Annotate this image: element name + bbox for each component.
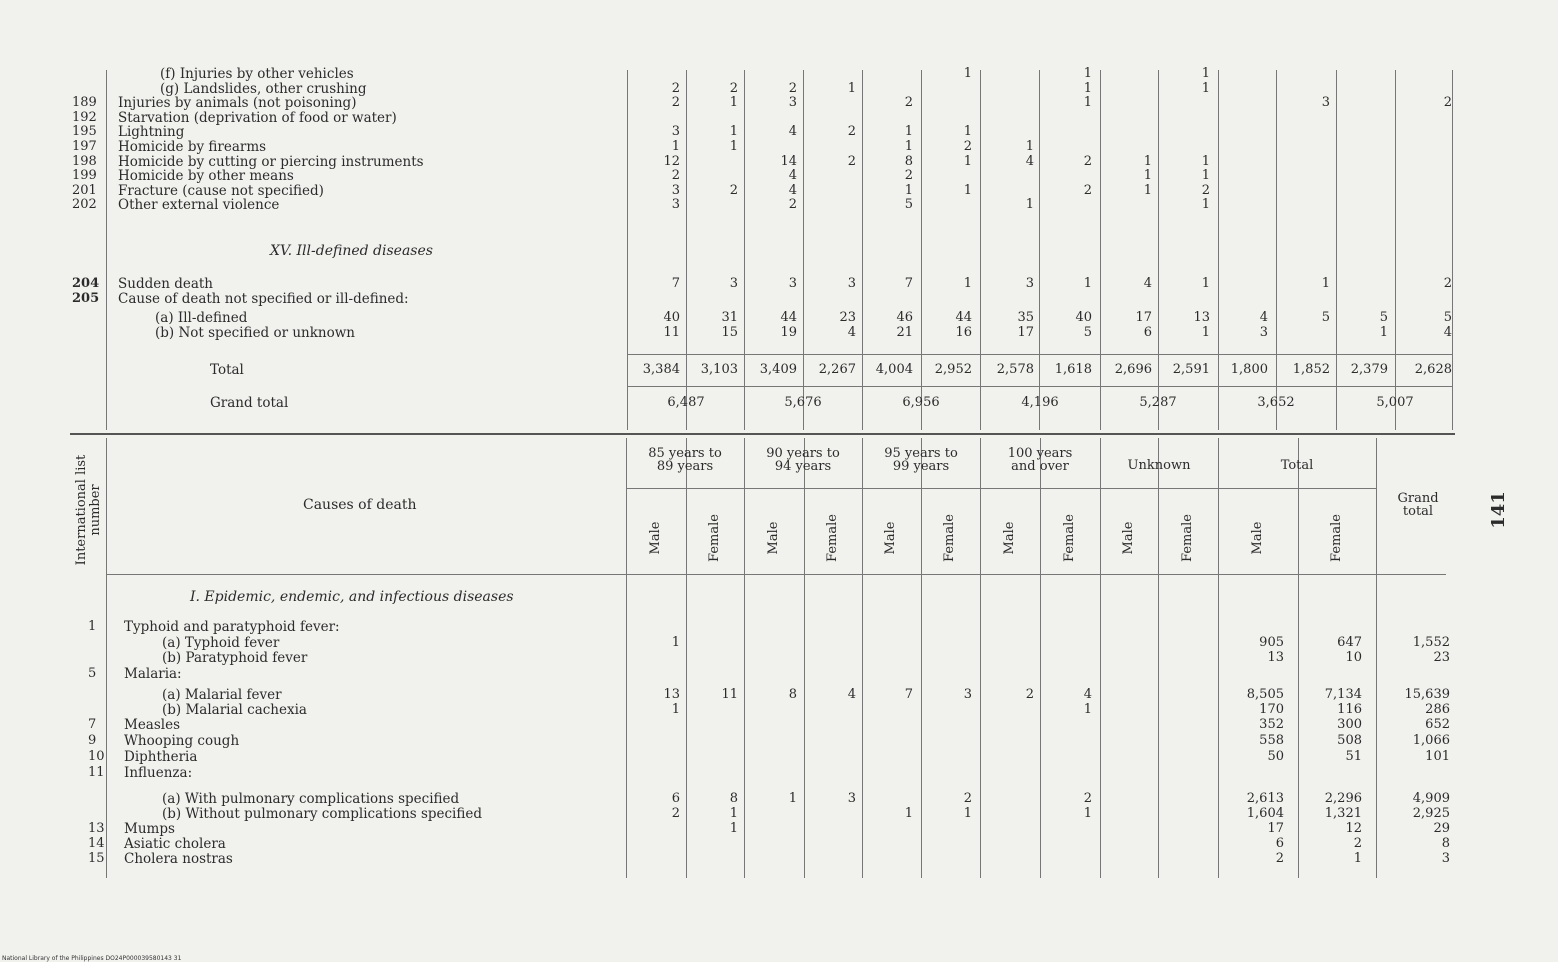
cell-value: 1 <box>1321 276 1330 291</box>
cell-value: 4 <box>1025 153 1034 169</box>
cell-value: 8,505 <box>1246 687 1284 702</box>
grand-total-value: 3,652 <box>1257 395 1295 410</box>
row-label: (g) Landslides, other crushing <box>160 80 367 97</box>
row-label: (b) Without pulmonary complications specified <box>162 806 483 822</box>
cell-value: 1 <box>1143 153 1152 169</box>
column-rule <box>980 70 981 430</box>
cell-value: 170 <box>1259 702 1284 717</box>
cell-value: 44 <box>955 310 972 325</box>
cell-value: 8 <box>788 687 797 702</box>
cell-value: 1 <box>671 139 680 154</box>
grand-total-label: Grand total <box>210 395 289 411</box>
row-number: 197 <box>72 139 97 154</box>
row-number: 15 <box>88 851 105 866</box>
cell-value: 4,909 <box>1412 791 1450 806</box>
cell-value: 2 <box>1083 791 1092 806</box>
cell-value: 1 <box>1025 139 1034 154</box>
sex-header: Female <box>1062 514 1077 562</box>
column-rule <box>1276 70 1277 430</box>
cell-value: 1,066 <box>1412 733 1450 748</box>
row-label: Lightning <box>118 124 185 141</box>
cell-value: 508 <box>1337 733 1362 748</box>
row-label: Fracture (cause not specified) <box>118 182 324 199</box>
cell-value: 2 <box>1443 276 1452 291</box>
header-bottom-rule <box>106 574 1446 575</box>
cell-value: 2,613 <box>1246 791 1284 806</box>
total-value: 2,591 <box>1172 362 1210 377</box>
total-value: 2,628 <box>1414 362 1452 377</box>
cell-value: 1 <box>1143 168 1152 184</box>
cell-value: 1 <box>1083 806 1092 821</box>
row-label: Starvation (deprivation of food or water) <box>118 109 397 126</box>
row-label: Typhoid and paratyphoid fever: <box>124 619 340 635</box>
cell-value: 5 <box>1321 310 1330 325</box>
row-label: (a) Typhoid fever <box>162 635 280 651</box>
grand-total-value: 4,196 <box>1021 395 1059 410</box>
row-label: Influenza: <box>124 765 193 781</box>
cell-value: 7 <box>904 276 913 291</box>
grand-total-header: Grand total <box>1397 491 1439 519</box>
total-value: 2,379 <box>1350 362 1388 377</box>
cell-value: 1 <box>1025 197 1034 213</box>
cell-value: 17 <box>1135 310 1152 325</box>
cell-value: 13 <box>1193 310 1210 325</box>
row-label: (f) Injuries by other vehicles <box>160 66 354 82</box>
cell-value: 6 <box>1143 325 1152 340</box>
cell-value: 652 <box>1425 717 1450 732</box>
cell-value: 1 <box>729 95 738 111</box>
cell-value: 1 <box>1379 325 1388 340</box>
total-value: 2,696 <box>1114 362 1152 377</box>
row-number: 11 <box>88 765 105 780</box>
cell-value: 2 <box>729 80 738 96</box>
row-label: (a) Malarial fever <box>162 687 282 703</box>
sex-header: Female <box>1180 514 1195 562</box>
cell-value: 8 <box>904 153 913 169</box>
column-rule <box>1218 438 1219 878</box>
row-number: 13 <box>88 821 105 836</box>
cell-value: 905 <box>1259 635 1284 650</box>
cell-value: 2 <box>729 182 738 198</box>
cell-value: 3 <box>671 124 680 140</box>
sex-header: Female <box>825 514 840 562</box>
sex-header: Male <box>766 521 781 555</box>
cell-value: 2 <box>963 139 972 154</box>
cell-value: 1 <box>1201 168 1210 184</box>
cell-value: 2 <box>1025 687 1034 702</box>
cell-value: 1 <box>1083 702 1092 717</box>
group-rule <box>626 488 1376 489</box>
cell-value: 1 <box>963 66 972 81</box>
cell-value: 2 <box>1083 182 1092 198</box>
cell-value: 1 <box>729 139 738 154</box>
row-label: (a) Ill-defined <box>155 310 248 326</box>
column-rule <box>1376 438 1377 878</box>
column-rule <box>626 438 627 878</box>
grand-total-value: 6,487 <box>667 395 705 410</box>
cell-value: 3 <box>963 687 972 702</box>
sex-header: Female <box>707 514 722 562</box>
row-label: Malaria: <box>124 666 182 682</box>
cell-value: 2 <box>788 80 797 96</box>
cell-value: 6 <box>671 791 680 806</box>
cell-value: 1 <box>671 702 680 717</box>
sex-header: Male <box>648 521 663 555</box>
row-number: 199 <box>72 168 97 184</box>
row-label: (b) Not specified or unknown <box>155 325 356 341</box>
total-value: 2,952 <box>934 362 972 377</box>
row-label: (a) With pulmonary complications specified <box>162 791 460 807</box>
cell-value: 3 <box>847 791 856 806</box>
cell-value: 12 <box>1345 821 1362 836</box>
cell-value: 1 <box>1201 153 1210 169</box>
cell-value: 1 <box>729 806 738 821</box>
row-label: Asiatic cholera <box>124 836 226 852</box>
row-number: 205 <box>72 291 100 306</box>
cell-value: 352 <box>1259 717 1284 732</box>
cell-value: 17 <box>1017 325 1034 340</box>
cell-value: 1 <box>847 80 856 96</box>
sex-header: Male <box>1002 521 1017 555</box>
cell-value: 40 <box>663 310 680 325</box>
cell-value: 1 <box>1201 325 1210 340</box>
cell-value: 2 <box>788 197 797 213</box>
row-label: Measles <box>124 717 181 733</box>
grand-total-value: 5,676 <box>784 395 822 410</box>
cell-value: 3 <box>729 276 738 291</box>
row-number: 7 <box>88 717 97 732</box>
cell-value: 50 <box>1267 749 1284 764</box>
cell-value: 2 <box>1443 95 1452 111</box>
row-label: Whooping cough <box>124 733 240 749</box>
cell-value: 4 <box>788 124 797 140</box>
cell-value: 3 <box>671 182 680 198</box>
total-value: 3,384 <box>642 362 680 377</box>
cell-value: 29 <box>1433 821 1450 836</box>
cell-value: 1,552 <box>1412 635 1450 650</box>
cell-value: 2,296 <box>1324 791 1362 806</box>
cell-value: 11 <box>721 687 738 702</box>
row-label: Homicide by firearms <box>118 139 267 155</box>
cell-value: 1 <box>963 124 972 140</box>
cell-value: 101 <box>1425 749 1450 764</box>
row-number: 10 <box>88 749 105 764</box>
row-label: (b) Paratyphoid fever <box>162 650 308 666</box>
total-value: 3,409 <box>759 362 797 377</box>
cell-value: 3 <box>1025 276 1034 291</box>
footer-caption: National Library of the Philippines DO24P000039580143 31 <box>2 955 182 962</box>
total-label: Total <box>210 362 244 378</box>
cell-value: 3 <box>788 276 797 291</box>
cell-value: 8 <box>729 791 738 806</box>
cell-value: 2 <box>1201 182 1210 198</box>
cell-value: 1,604 <box>1246 806 1284 821</box>
cell-value: 1 <box>1143 182 1152 198</box>
row-label: Injuries by animals (not poisoning) <box>118 95 357 112</box>
cell-value: 1 <box>1083 66 1092 81</box>
total-value: 2,267 <box>818 362 856 377</box>
section-heading: I. Epidemic, endemic, and infectious diseases <box>190 589 514 605</box>
cell-value: 2 <box>904 95 913 111</box>
sex-header: Female <box>942 514 957 562</box>
age-group-header: 95 years to 99 years <box>884 446 958 474</box>
cell-value: 1 <box>904 806 913 821</box>
column-rule <box>804 438 805 878</box>
cell-value: 1 <box>1083 80 1092 96</box>
label-column-rule <box>106 70 107 430</box>
cell-value: 3 <box>847 276 856 291</box>
cell-value: 15,639 <box>1404 687 1450 702</box>
row-label: Cause of death not specified or ill-defined: <box>118 291 409 307</box>
cell-value: 1 <box>788 791 797 806</box>
cell-value: 6 <box>1275 836 1284 851</box>
cell-value: 46 <box>896 310 913 325</box>
cell-value: 14 <box>780 153 797 169</box>
cell-value: 3 <box>1259 325 1268 340</box>
cell-value: 5 <box>1443 310 1452 325</box>
grand-total-value: 6,956 <box>902 395 940 410</box>
cell-value: 35 <box>1017 310 1034 325</box>
cell-value: 2 <box>671 806 680 821</box>
cell-value: 13 <box>663 687 680 702</box>
cell-value: 3 <box>671 197 680 213</box>
row-number: 14 <box>88 836 105 851</box>
cell-value: 1 <box>729 821 738 836</box>
cell-value: 4 <box>1443 325 1452 340</box>
total-rule-bottom <box>627 386 1453 387</box>
cell-value: 31 <box>721 310 738 325</box>
column-rule <box>980 438 981 878</box>
total-value: 4,004 <box>875 362 913 377</box>
row-number: 202 <box>72 197 97 213</box>
cell-value: 15 <box>721 325 738 340</box>
cell-value: 4 <box>788 182 797 198</box>
age-group-header: Unknown <box>1127 458 1191 473</box>
total-rule <box>627 354 1453 355</box>
cell-value: 5 <box>1379 310 1388 325</box>
column-rule <box>1298 438 1299 878</box>
row-label: Diphtheria <box>124 749 198 765</box>
column-rule <box>686 438 687 878</box>
cell-value: 23 <box>1433 650 1450 665</box>
cell-value: 2 <box>904 168 913 184</box>
row-number: 204 <box>72 276 100 291</box>
cell-value: 4 <box>1083 687 1092 702</box>
cell-value: 4 <box>788 168 797 184</box>
cell-value: 2 <box>963 791 972 806</box>
cell-value: 2 <box>1353 836 1362 851</box>
cell-value: 12 <box>663 153 680 169</box>
cell-value: 1 <box>963 153 972 169</box>
cell-value: 1 <box>729 124 738 140</box>
cell-value: 4 <box>847 687 856 702</box>
cell-value: 1 <box>963 806 972 821</box>
cell-value: 3 <box>1321 95 1330 111</box>
cell-value: 2 <box>671 80 680 96</box>
row-number: 195 <box>72 124 97 140</box>
cell-value: 16 <box>955 325 972 340</box>
total-value: 1,852 <box>1292 362 1330 377</box>
row-number: 198 <box>72 153 97 169</box>
cell-value: 558 <box>1259 733 1284 748</box>
row-label: (b) Malarial cachexia <box>162 702 307 718</box>
age-group-header: 90 years to 94 years <box>766 446 840 474</box>
column-rule <box>1395 70 1396 430</box>
cell-value: 2,925 <box>1412 806 1450 821</box>
column-rule <box>1040 438 1041 878</box>
cell-value: 3 <box>788 95 797 111</box>
sex-header: Male <box>883 521 898 555</box>
cell-value: 7 <box>671 276 680 291</box>
age-group-header: 85 years to 89 years <box>648 446 722 474</box>
cell-value: 4 <box>847 325 856 340</box>
cell-value: 647 <box>1337 635 1362 650</box>
row-number: 189 <box>72 95 97 111</box>
row-label: Mumps <box>124 821 175 837</box>
cell-value: 300 <box>1337 717 1362 732</box>
cell-value: 11 <box>663 325 680 340</box>
cell-value: 40 <box>1075 310 1092 325</box>
cell-value: 1 <box>1201 66 1210 81</box>
cell-value: 13 <box>1267 650 1284 665</box>
causes-header: Causes of death <box>303 497 417 513</box>
cell-value: 2 <box>847 153 856 169</box>
row-label: Cholera nostras <box>124 851 233 867</box>
age-group-header: Total <box>1280 458 1314 473</box>
cell-value: 1 <box>904 139 913 154</box>
total-value: 2,578 <box>996 362 1034 377</box>
cell-value: 1 <box>963 276 972 291</box>
age-group-header: 100 years and over <box>1007 446 1073 474</box>
cell-value: 1 <box>904 124 913 140</box>
page-number: 141 <box>1488 491 1509 529</box>
cell-value: 1 <box>1201 276 1210 291</box>
row-number: 1 <box>88 619 97 634</box>
cell-value: 1 <box>671 635 680 650</box>
sex-header: Female <box>1329 514 1344 562</box>
row-label: Sudden death <box>118 276 214 292</box>
cell-value: 8 <box>1441 836 1450 851</box>
intl-list-number-header: International list number <box>74 454 103 566</box>
grand-total-value: 5,287 <box>1139 395 1177 410</box>
total-value: 1,618 <box>1054 362 1092 377</box>
section-heading: XV. Ill-defined diseases <box>270 243 433 259</box>
cell-value: 51 <box>1345 749 1362 764</box>
cell-value: 4 <box>1259 310 1268 325</box>
cell-value: 4 <box>1143 276 1152 291</box>
cell-value: 2 <box>1275 851 1284 866</box>
column-rule <box>1158 438 1159 878</box>
cell-value: 286 <box>1425 702 1450 717</box>
cell-value: 23 <box>839 310 856 325</box>
cell-value: 1 <box>1083 276 1092 291</box>
row-number: 5 <box>88 666 97 681</box>
column-rule <box>744 438 745 878</box>
cell-value: 10 <box>1345 650 1362 665</box>
row-number: 201 <box>72 182 97 198</box>
column-rule <box>1100 438 1101 878</box>
total-value: 3,103 <box>700 362 738 377</box>
cell-value: 17 <box>1267 821 1284 836</box>
total-value: 1,800 <box>1230 362 1268 377</box>
cell-value: 7 <box>904 687 913 702</box>
cell-value: 3 <box>1441 851 1450 866</box>
label-column-rule <box>106 438 107 878</box>
sex-header: Male <box>1250 521 1265 555</box>
cell-value: 5 <box>904 197 913 213</box>
row-number: 192 <box>72 109 97 125</box>
cell-value: 1 <box>1201 80 1210 96</box>
cell-value: 1 <box>963 182 972 198</box>
grand-total-value: 5,007 <box>1376 395 1414 410</box>
column-rule <box>1452 70 1453 430</box>
section-divider <box>70 433 1455 435</box>
cell-value: 21 <box>896 325 913 340</box>
row-label: Homicide by other means <box>118 168 294 185</box>
cell-value: 1 <box>1083 95 1092 111</box>
cell-value: 2 <box>671 168 680 184</box>
cell-value: 1,321 <box>1324 806 1362 821</box>
row-number: 9 <box>88 733 97 748</box>
cell-value: 2 <box>671 95 680 111</box>
cell-value: 7,134 <box>1324 687 1362 702</box>
cell-value: 1 <box>1353 851 1362 866</box>
cell-value: 1 <box>1201 197 1210 213</box>
cell-value: 1 <box>904 182 913 198</box>
cell-value: 116 <box>1337 702 1362 717</box>
cell-value: 44 <box>780 310 797 325</box>
cell-value: 19 <box>780 325 797 340</box>
sex-header: Male <box>1121 521 1136 555</box>
cell-value: 2 <box>1083 153 1092 169</box>
cell-value: 5 <box>1083 325 1092 340</box>
cell-value: 2 <box>847 124 856 140</box>
row-label: Homicide by cutting or piercing instruments <box>118 153 424 170</box>
row-label: Other external violence <box>118 197 280 214</box>
